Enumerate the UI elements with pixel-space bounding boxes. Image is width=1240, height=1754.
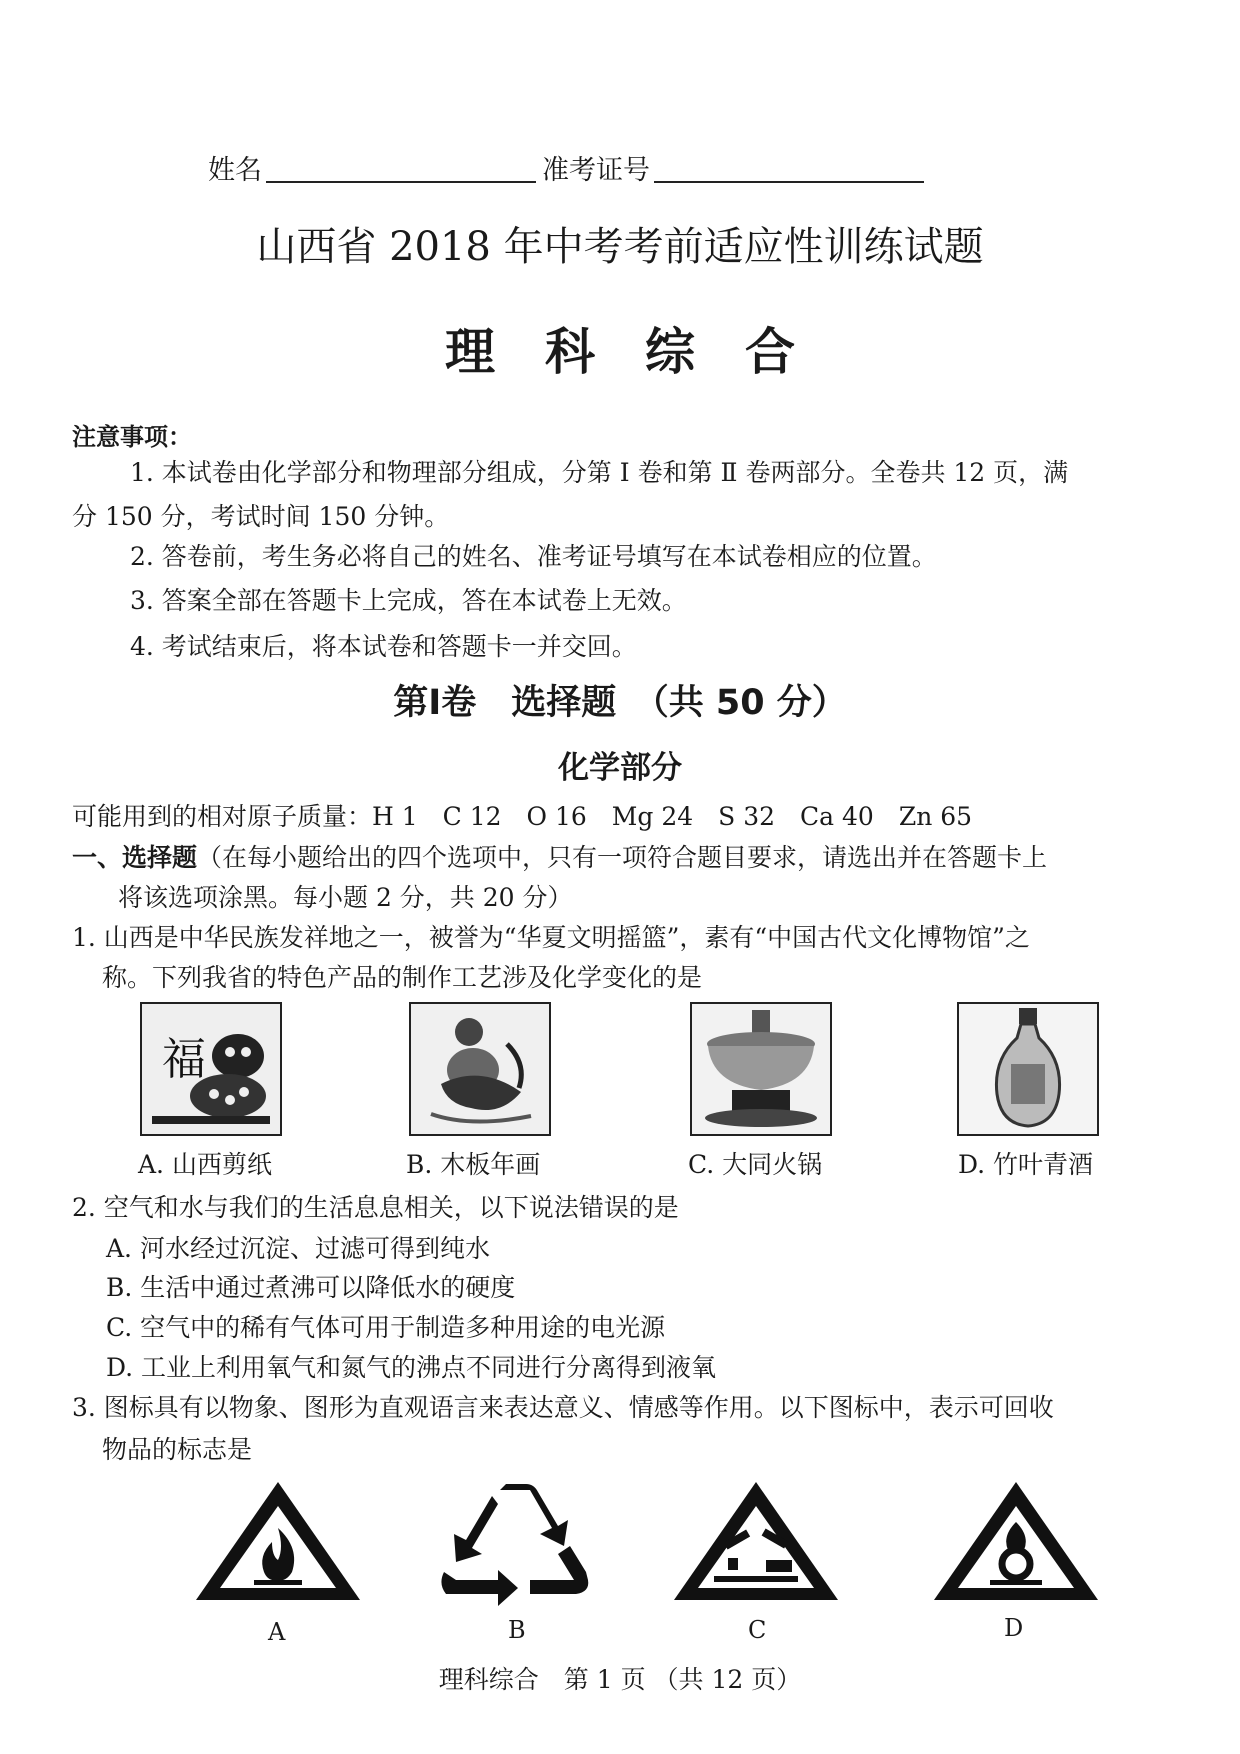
q3-stem-line-2: 物品的标志是 [102, 1435, 253, 1464]
q2-option-a: A. 河水经过沉淀、过滤可得到纯水 [106, 1234, 490, 1263]
corrosive-sign-icon [666, 1476, 846, 1606]
notice-item-3: 3. 答案全部在答题卡上完成，答在本试卷上无效。 [130, 586, 687, 615]
notice-item-4: 4. 考试结束后，将本试卷和答题卡一并交回。 [130, 632, 637, 661]
id-blank [654, 157, 924, 183]
q1-option-b: B. 木板年画 [406, 1150, 541, 1179]
atomic-masses: 可能用到的相对原子质量：H 1 C 12 O 16 Mg 24 S 32 Ca 40 Zn 65 [72, 802, 973, 831]
q2-option-b: B. 生活中通过煮沸可以降低水的硬度 [106, 1273, 516, 1302]
q3-stem-line-1: 3. 图标具有以物象、图形为直观语言来表达意义、情感等作用。以下图标中，表示可回收 [72, 1393, 1054, 1422]
woodblock-new-year-painting-icon [409, 1002, 551, 1136]
choice-intro-line-2: 将该选项涂黑。每小题 2 分，共 20 分） [118, 883, 573, 912]
name-label: 姓名 [208, 155, 262, 186]
chemistry-heading: 化学部分 [558, 750, 682, 786]
flammable-sign-icon [188, 1476, 368, 1606]
q3-option-b: B [508, 1616, 526, 1644]
choice-intro-prefix: 一、选择题 [72, 843, 198, 872]
q1-option-d: D. 竹叶青酒 [958, 1150, 1094, 1179]
q3-option-d: D [1004, 1614, 1024, 1642]
q2-option-c: C. 空气中的稀有气体可用于制造多种用途的电光源 [106, 1313, 666, 1342]
q3-option-a: A [268, 1618, 286, 1646]
section-heading: 第Ⅰ卷 选择题 （共 50 分） [393, 683, 847, 723]
q3-option-c: C [748, 1616, 767, 1644]
q1-option-c: C. 大同火锅 [688, 1150, 823, 1179]
q2-option-d: D. 工业上利用氧气和氮气的沸点不同进行分离得到液氧 [106, 1353, 717, 1382]
hot-pot-icon [690, 1002, 832, 1136]
choice-intro-text: （在每小题给出的四个选项中，只有一项符合题目要求，请选出并在答题卡上 [197, 843, 1048, 872]
page-footer: 理科综合 第 1 页 （共 12 页） [438, 1665, 802, 1694]
q2-stem: 2. 空气和水与我们的生活息息相关，以下说法错误的是 [72, 1193, 679, 1222]
q1-stem-line-1: 1. 山西是中华民族发祥地之一，被誉为“华夏文明摇篮”，素有“中国古代文化博物馆”之 [72, 923, 1030, 952]
paper-cut-dog-icon [140, 1002, 282, 1136]
liquor-bottle-icon [957, 1002, 1099, 1136]
notice-heading: 注意事项： [72, 423, 192, 451]
notice-item-1-line-1: 1. 本试卷由化学部分和物理部分组成，分第 Ⅰ 卷和第 Ⅱ 卷两部分。全卷共 12 页，满 [130, 458, 1069, 487]
notice-item-2: 2. 答卷前，考生务必将自己的姓名、准考证号填写在本试卷相应的位置。 [130, 542, 937, 571]
choice-intro-line-1 [72, 838, 1047, 874]
exam-title: 山西省 2018 年中考考前适应性训练试题 [256, 224, 984, 270]
q1-stem-line-2: 称。下列我省的特色产品的制作工艺涉及化学变化的是 [102, 963, 703, 992]
svg-text:福: 福 [162, 1034, 206, 1085]
candidate-fields [208, 148, 930, 187]
q1-option-a: A. 山西剪纸 [138, 1150, 272, 1179]
subject-title: 理科综合 [445, 323, 845, 381]
oxidizer-sign-icon [926, 1476, 1106, 1606]
recycle-sign-icon [426, 1476, 606, 1606]
name-blank [266, 157, 536, 183]
id-label: 准考证号 [542, 155, 650, 186]
notice-item-1-line-2: 分 150 分，考试时间 150 分钟。 [72, 502, 450, 531]
